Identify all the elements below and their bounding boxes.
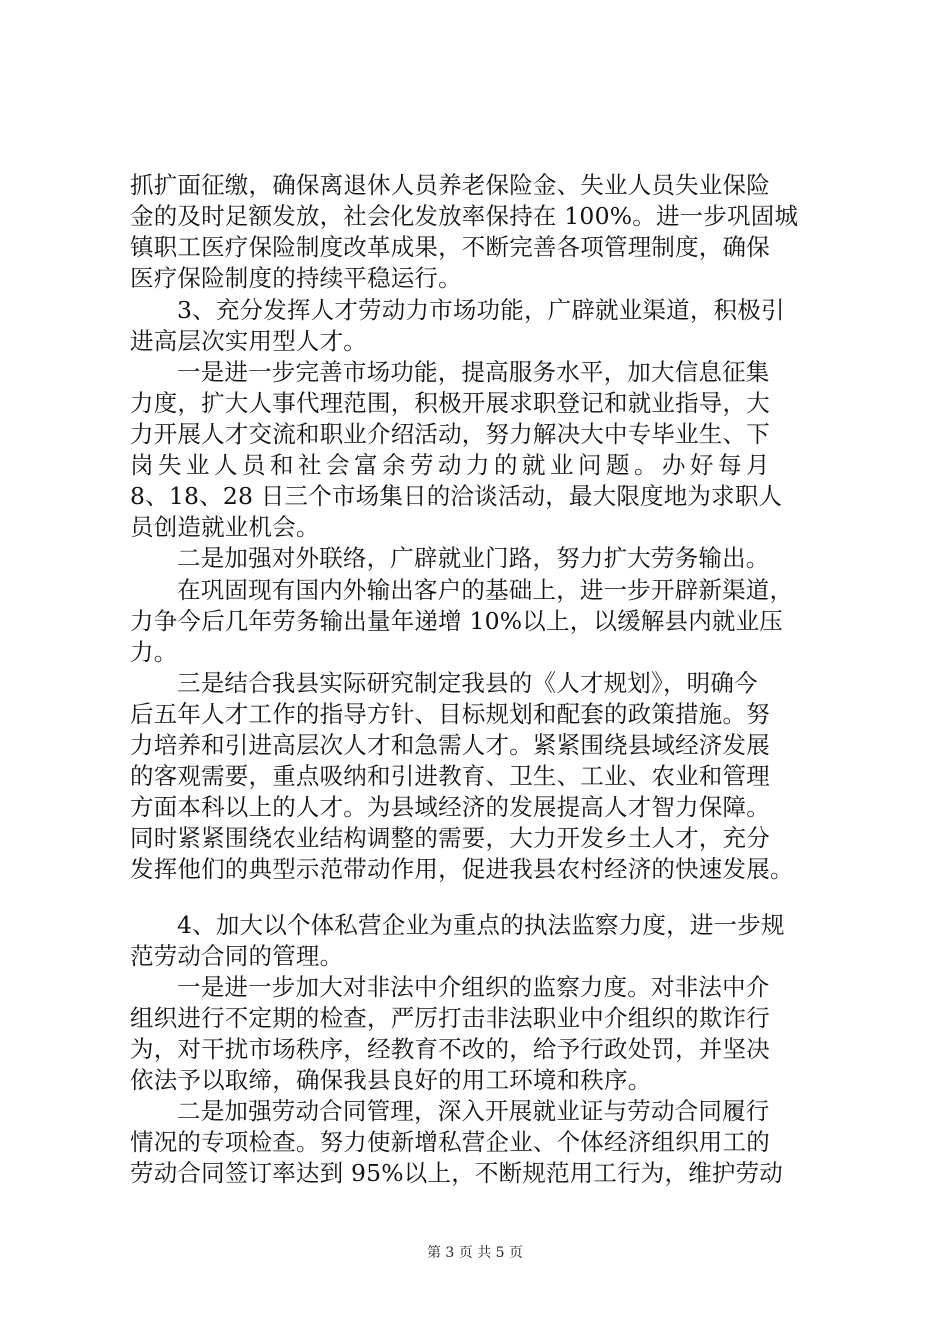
body-text-line: 力。 — [130, 638, 178, 666]
body-text-line: 抓扩面征缴，确保离退休人员养老保险金、失业人员失业保险 — [130, 171, 770, 199]
section-heading-line: 范劳动合同的管理。 — [130, 942, 344, 970]
body-text-line: 为，对干扰市场秩序，经教育不改的，给予行政处罚，并坚决 — [130, 1035, 770, 1063]
body-text-line: 同时紧紧围绕农业结构调整的需要，大力开发乡土人才，充分 — [130, 824, 770, 852]
body-text-line: 镇职工医疗保险制度改革成果，不断完善各项管理制度，确保 — [130, 233, 770, 261]
body-text-line: 在巩固现有国内外输出客户的基础上，进一步开辟新渠道， — [177, 576, 794, 604]
body-text-line: 依法予以取缔，确保我县良好的用工环境和秩序。 — [130, 1066, 652, 1094]
body-text-line: 情况的专项检查。努力使新增私营企业、个体经济组织用工的 — [130, 1128, 770, 1156]
section-heading-line: 4、加大以个体私营企业为重点的执法监察力度，进一步规 — [177, 911, 785, 939]
section-heading-line: 进高层次实用型人才。 — [130, 327, 367, 355]
body-text-line: 医疗保险制度的持续平稳运行。 — [130, 264, 462, 292]
body-text-line: 力争今后几年劳务输出量年递增 10%以上，以缓解县内就业压 — [130, 607, 784, 635]
body-text-line: 发挥他们的典型示范带动作用，促进我县农村经济的快速发展。 — [130, 855, 794, 883]
body-text-line: 力培养和引进高层次人才和急需人才。紧紧围绕县域经济发展 — [130, 731, 770, 759]
body-text-line: 金的及时足额发放，社会化发放率保持在 100%。进一步巩固城 — [130, 202, 799, 230]
body-text-line: 二是加强对外联络，广辟就业门路，努力扩大劳务输出。 — [177, 544, 770, 572]
body-text-line: 8、18、28 日三个市场集日的洽谈活动，最大限度地为求职人 — [130, 482, 783, 510]
body-text-line: 一是进一步加大对非法中介组织的监察力度。对非法中介 — [177, 973, 770, 1001]
body-text-line: 后五年人才工作的指导方针、目标规划和配套的政策措施。努 — [130, 700, 770, 728]
body-text-line: 组织进行不定期的检查，严厉打击非法职业中介组织的欺诈行 — [130, 1004, 770, 1032]
body-text-line: 力开展人才交流和职业介绍活动，努力解决大中专毕业生、下 — [130, 420, 770, 448]
body-text-line: 劳动合同签订率达到 95%以上，不断规范用工行为，维护劳动 — [130, 1159, 784, 1187]
body-text-line: 一是进一步完善市场功能，提高服务水平，加大信息征集 — [177, 358, 770, 386]
body-text-line: 力度，扩大人事代理范围，积极开展求职登记和就业指导，大 — [130, 389, 770, 417]
section-heading-line: 3、充分发挥人才劳动力市场功能，广辟就业渠道，积极引 — [177, 296, 785, 324]
body-text-line: 三是结合我县实际研究制定我县的《人才规划》，明确今 — [177, 669, 758, 697]
body-text-line: 员创造就业机会。 — [130, 513, 320, 541]
page-number-footer: 第 3 页 共 5 页 — [426, 1245, 524, 1261]
body-text-line: 的客观需要，重点吸纳和引进教育、卫生、工业、农业和管理 — [130, 762, 770, 790]
body-text-line: 二是加强劳动合同管理，深入开展就业证与劳动合同履行 — [177, 1097, 770, 1125]
body-text-line: 方面本科以上的人才。为县域经济的发展提高人才智力保障。 — [130, 793, 770, 821]
body-text-line: 岗失业人员和社会富余劳动力的就业问题。办好每月 — [130, 451, 774, 479]
